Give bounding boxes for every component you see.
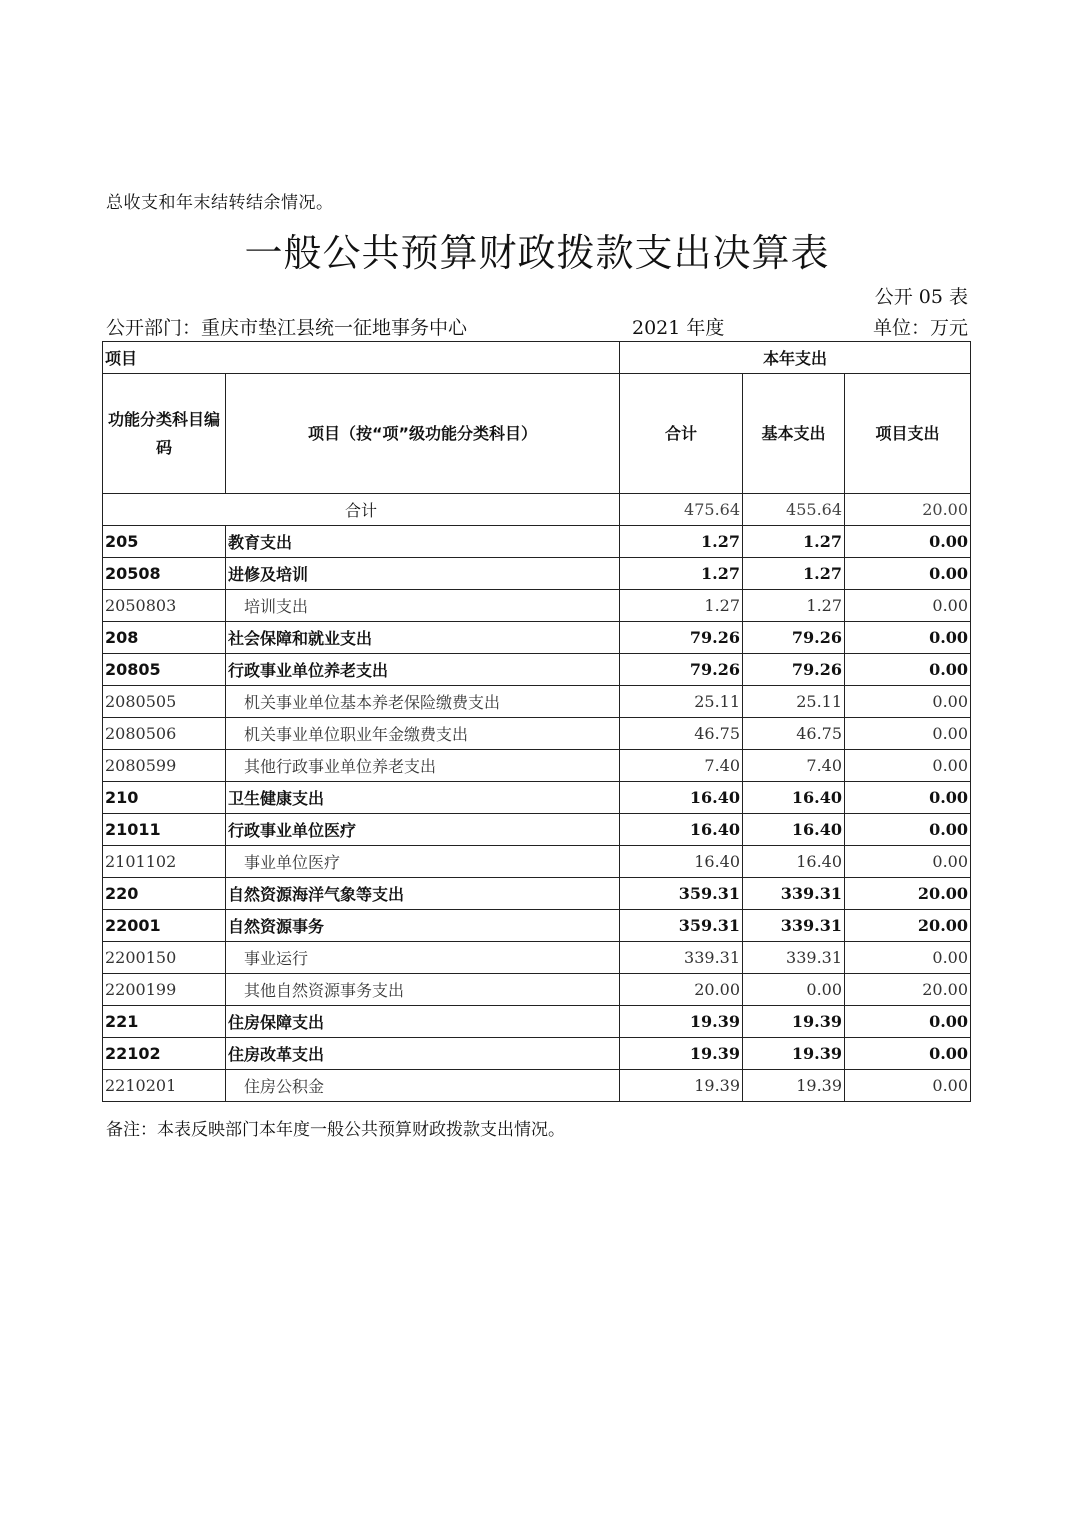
row-project: 0.00 [845, 686, 971, 718]
row-basic: 79.26 [743, 622, 845, 654]
table-row [103, 1038, 971, 1070]
row-code: 21011 [103, 814, 226, 846]
row-code: 220 [103, 878, 226, 910]
row-name: 事业单位医疗 [226, 846, 620, 878]
table-row [103, 942, 971, 974]
row-name: 培训支出 [226, 590, 620, 622]
row-project: 0.00 [845, 782, 971, 814]
row-name: 卫生健康支出 [226, 782, 620, 814]
row-total: 19.39 [620, 1038, 743, 1070]
table-row [103, 974, 971, 1006]
row-code: 2200199 [103, 974, 226, 1006]
table-row [103, 1006, 971, 1038]
year-label: 2021 年度 [632, 317, 725, 339]
row-basic: 7.40 [743, 750, 845, 782]
row-code: 2080599 [103, 750, 226, 782]
row-code: 208 [103, 622, 226, 654]
col-name-header: 项目（按“项”级功能分类科目） [226, 374, 620, 494]
table-row [103, 846, 971, 878]
row-basic: 16.40 [743, 814, 845, 846]
row-basic: 79.26 [743, 654, 845, 686]
row-basic: 339.31 [743, 942, 845, 974]
row-total: 19.39 [620, 1070, 743, 1102]
total-total: 475.64 [620, 494, 743, 526]
row-project: 0.00 [845, 558, 971, 590]
row-total: 16.40 [620, 846, 743, 878]
row-basic: 1.27 [743, 590, 845, 622]
row-code: 205 [103, 526, 226, 558]
row-total: 20.00 [620, 974, 743, 1006]
table-row [103, 910, 971, 942]
row-code: 210 [103, 782, 226, 814]
row-total: 25.11 [620, 686, 743, 718]
row-project: 0.00 [845, 942, 971, 974]
table-row [103, 686, 971, 718]
total-project: 20.00 [845, 494, 971, 526]
table-row [103, 526, 971, 558]
intro-text: 总收支和年末结转结余情况。 [106, 193, 334, 213]
row-basic: 19.39 [743, 1070, 845, 1102]
table-row [103, 878, 971, 910]
row-basic: 1.27 [743, 526, 845, 558]
row-name: 其他自然资源事务支出 [226, 974, 620, 1006]
row-total: 1.27 [620, 558, 743, 590]
row-name: 机关事业单位职业年金缴费支出 [226, 718, 620, 750]
row-basic: 339.31 [743, 910, 845, 942]
row-basic: 1.27 [743, 558, 845, 590]
row-code: 22102 [103, 1038, 226, 1070]
footnote: 备注：本表反映部门本年度一般公共预算财政拨款支出情况。 [106, 1120, 565, 1140]
total-basic: 455.64 [743, 494, 845, 526]
row-basic: 0.00 [743, 974, 845, 1006]
table-row [103, 1070, 971, 1102]
row-name: 事业运行 [226, 942, 620, 974]
row-code: 221 [103, 1006, 226, 1038]
row-project: 0.00 [845, 654, 971, 686]
header-current-year: 本年支出 [620, 342, 971, 374]
row-basic: 16.40 [743, 782, 845, 814]
row-total: 7.40 [620, 750, 743, 782]
row-total: 19.39 [620, 1006, 743, 1038]
row-code: 2080505 [103, 686, 226, 718]
row-name: 住房保障支出 [226, 1006, 620, 1038]
row-project: 20.00 [845, 910, 971, 942]
row-name: 机关事业单位基本养老保险缴费支出 [226, 686, 620, 718]
row-name: 自然资源海洋气象等支出 [226, 878, 620, 910]
row-basic: 25.11 [743, 686, 845, 718]
row-name: 教育支出 [226, 526, 620, 558]
table-row [103, 558, 971, 590]
row-name: 社会保障和就业支出 [226, 622, 620, 654]
row-code: 20508 [103, 558, 226, 590]
row-name: 行政事业单位医疗 [226, 814, 620, 846]
page-title: 一般公共预算财政拨款支出决算表 [244, 231, 830, 275]
row-code: 2210201 [103, 1070, 226, 1102]
row-name: 自然资源事务 [226, 910, 620, 942]
row-project: 0.00 [845, 814, 971, 846]
table-row [103, 654, 971, 686]
table-row [103, 590, 971, 622]
row-project: 0.00 [845, 718, 971, 750]
header-row-1 [103, 342, 971, 374]
row-total: 79.26 [620, 654, 743, 686]
row-project: 0.00 [845, 1070, 971, 1102]
row-total: 359.31 [620, 878, 743, 910]
total-row [103, 494, 971, 526]
row-name: 住房改革支出 [226, 1038, 620, 1070]
row-name: 其他行政事业单位养老支出 [226, 750, 620, 782]
row-basic: 46.75 [743, 718, 845, 750]
header-row-2 [103, 374, 971, 494]
unit-label: 单位：万元 [872, 317, 968, 339]
table-row [103, 814, 971, 846]
row-total: 359.31 [620, 910, 743, 942]
row-code: 2200150 [103, 942, 226, 974]
row-name: 住房公积金 [226, 1070, 620, 1102]
row-total: 1.27 [620, 590, 743, 622]
row-basic: 339.31 [743, 878, 845, 910]
row-project: 0.00 [845, 622, 971, 654]
row-code: 20805 [103, 654, 226, 686]
row-basic: 16.40 [743, 846, 845, 878]
row-basic: 19.39 [743, 1038, 845, 1070]
row-name: 进修及培训 [226, 558, 620, 590]
row-project: 20.00 [845, 878, 971, 910]
total-label: 合计 [103, 494, 620, 526]
row-project: 20.00 [845, 974, 971, 1006]
row-total: 16.40 [620, 814, 743, 846]
row-project: 0.00 [845, 750, 971, 782]
row-project: 0.00 [845, 1006, 971, 1038]
expenditure-table [102, 341, 971, 1102]
col-project-header: 项目支出 [845, 374, 971, 494]
row-total: 79.26 [620, 622, 743, 654]
row-project: 0.00 [845, 590, 971, 622]
col-total-header: 合计 [620, 374, 743, 494]
table-row [103, 622, 971, 654]
row-basic: 19.39 [743, 1006, 845, 1038]
col-basic-header: 基本支出 [743, 374, 845, 494]
row-project: 0.00 [845, 1038, 971, 1070]
table-row [103, 750, 971, 782]
row-total: 16.40 [620, 782, 743, 814]
row-total: 46.75 [620, 718, 743, 750]
row-code: 2080506 [103, 718, 226, 750]
table-row [103, 718, 971, 750]
row-code: 2050803 [103, 590, 226, 622]
row-code: 2101102 [103, 846, 226, 878]
row-name: 行政事业单位养老支出 [226, 654, 620, 686]
header-project: 项目 [103, 342, 620, 374]
table-row [103, 782, 971, 814]
row-project: 0.00 [845, 526, 971, 558]
col-code-header: 功能分类科目编码 [103, 374, 226, 494]
form-number: 公开 05 表 [874, 286, 968, 308]
row-code: 22001 [103, 910, 226, 942]
row-total: 1.27 [620, 526, 743, 558]
row-project: 0.00 [845, 846, 971, 878]
row-total: 339.31 [620, 942, 743, 974]
department-label: 公开部门：重庆市垫江县统一征地事务中心 [106, 317, 468, 339]
